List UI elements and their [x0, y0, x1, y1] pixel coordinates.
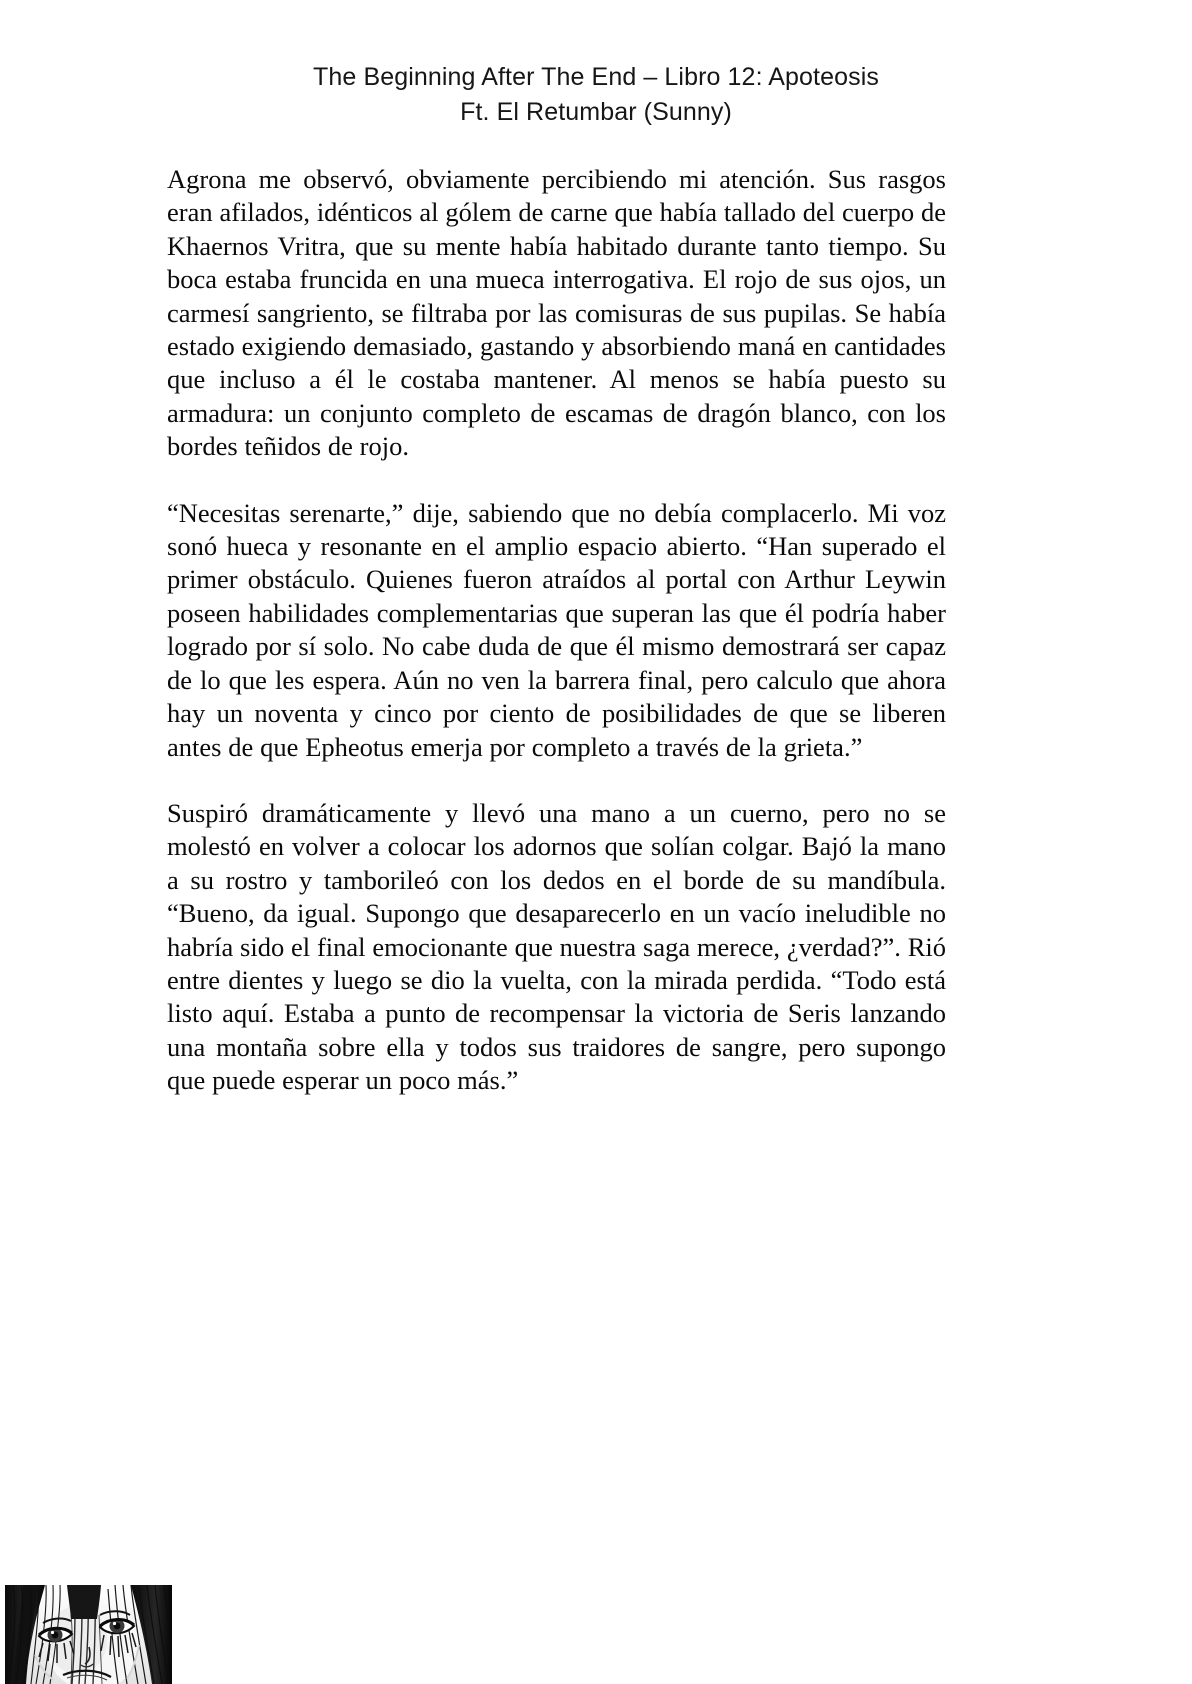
document-header: [0, 60, 1192, 130]
paragraph-2: “Necesitas serenarte,” dije, sabiendo que no debía complacerlo. Mi voz sonó hueca y resonante en el amplio espacio abierto. “Han superado el primer obstáculo. Quienes fueron atraídos al portal con Arthur Leywin poseen habilidades complementarias que superan las que él podría haber logrado por sí solo. No cabe duda de que él mismo demostrará ser capaz de lo que les espera. Aún no ven la barrera final, pero calculo que ahora hay un noventa y cinco por ciento de posibilidades de que se liberen antes de que Epheotus emerja por completo a través de la grieta.”: [167, 497, 946, 762]
manga-face-illustration: [5, 1585, 172, 1684]
paragraph-3: Suspiró dramáticamente y llevó una mano a un cuerno, pero no se molestó en volver a colocar los adornos que solían colgar. Bajó la mano a su rostro y tamborileó con los dedos en el borde de su mandíbula. “Bueno, da igual. Supongo que desaparecerlo en un vacío ineludible no habría sido el final emocionante que nuestra saga merece, ¿verdad?”. Rió entre dientes y luego se dio la vuelta, con la mirada perdida. “Todo está listo aquí. Estaba a punto de recompensar la victoria de Seris lanzando una montaña sobre ella y todos sus traidores de sangre, pero supongo que puede esperar un poco más.”: [167, 797, 946, 1096]
paragraph-1: Agrona me observó, obviamente percibiendo mi atención. Sus rasgos eran afilados, idénticos al gólem de carne que había tallado del cuerpo de Khaernos Vritra, que su mente había habitado durante tanto tiempo. Su boca estaba fruncida en una mueca interrogativa. El rojo de sus ojos, un carmesí sangriento, se filtraba por las comisuras de sus pupilas. Se había estado exigiendo demasiado, gastando y absorbiendo maná en cantidades que incluso a él le costaba mantener. Al menos se había puesto su armadura: un conjunto completo de escamas de dragón blanco, con los bordes teñidos de rojo.: [167, 164, 946, 462]
header-subtitle-line-2: Ft. El Retumbar (Sunny): [460, 98, 732, 126]
header-title-line-1: The Beginning After The End – Libro 12: Apoteosis: [313, 63, 879, 91]
document-body: [167, 163, 946, 1098]
